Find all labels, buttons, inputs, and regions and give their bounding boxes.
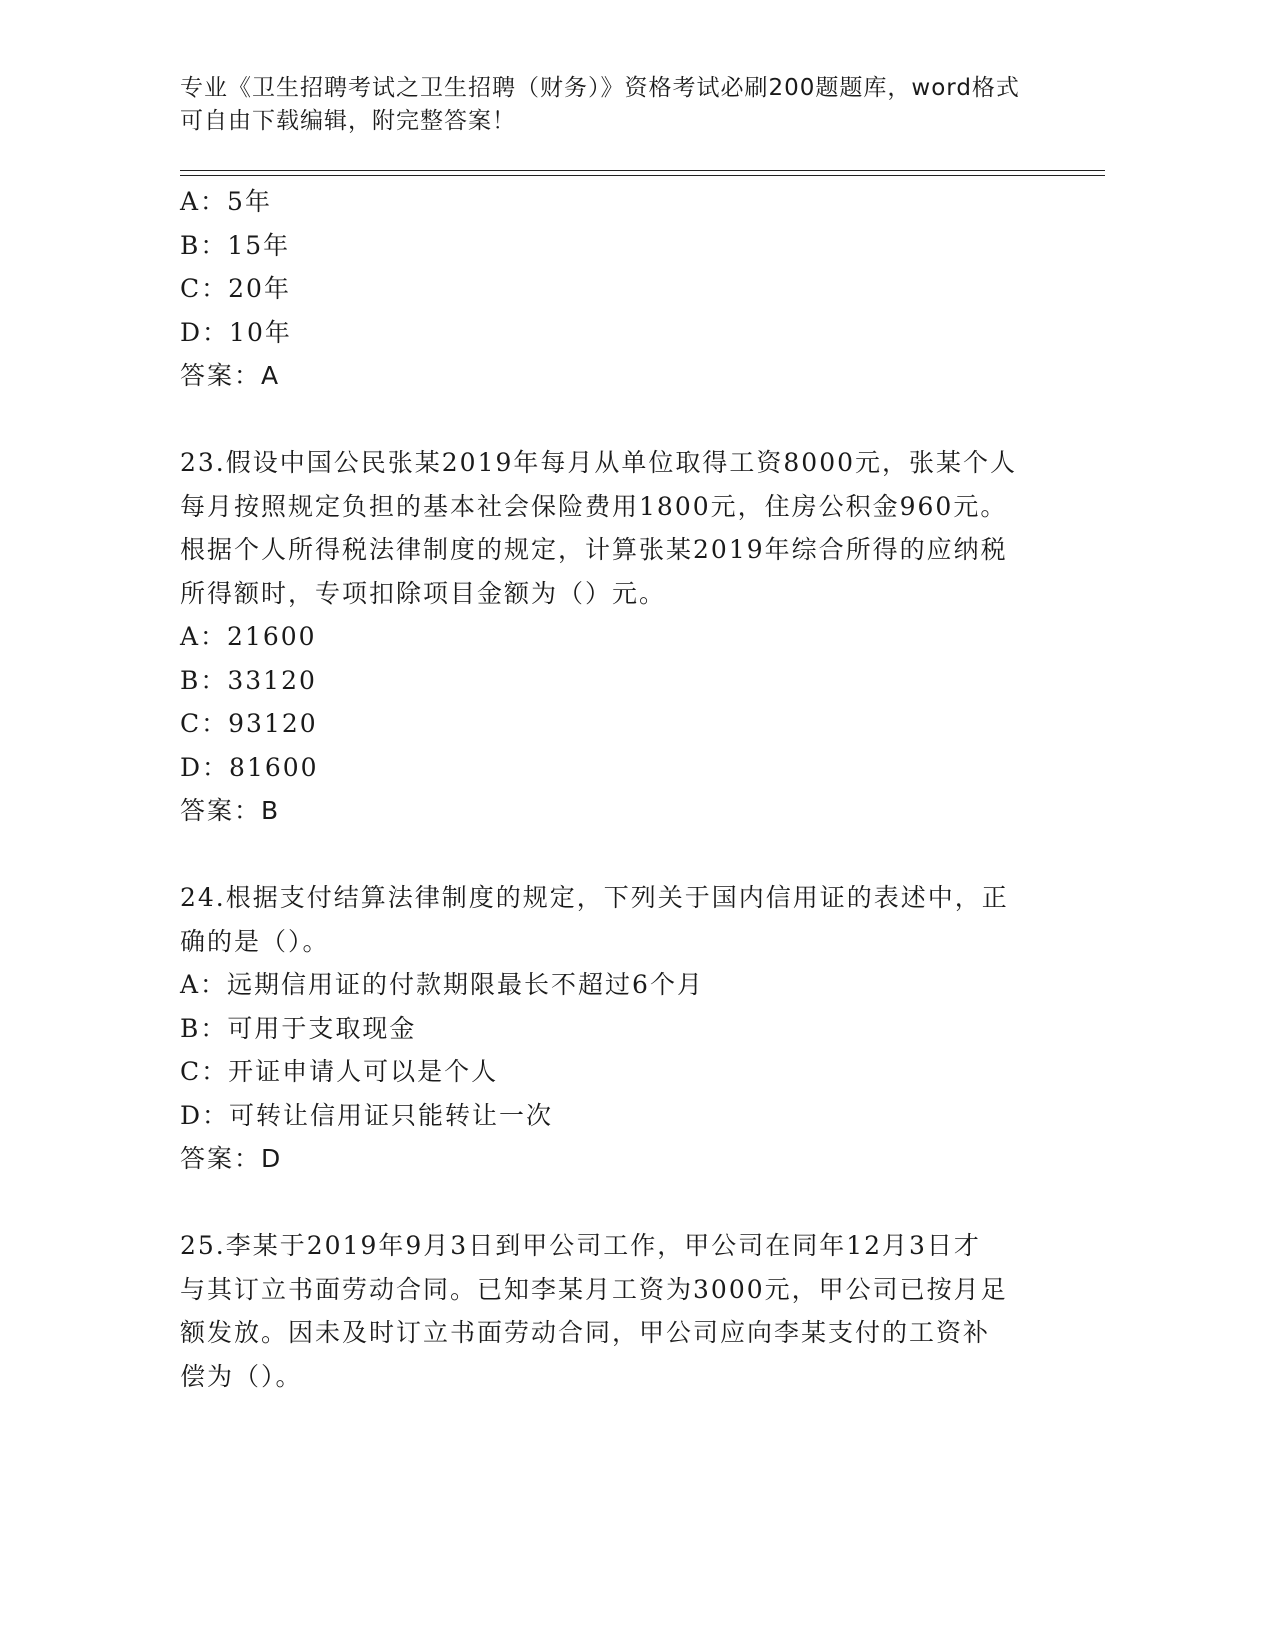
option-c: C：93120 (180, 709, 318, 738)
document-header (180, 72, 1080, 138)
question-text-line: 根据个人所得税法律制度的规定，计算张某2019年综合所得的应纳税 (180, 535, 1008, 564)
option-b: B：33120 (180, 665, 317, 695)
question-text-line: 25.李某于2019年9月3日到甲公司工作，甲公司在同年12月3日才 (180, 1231, 981, 1260)
question-text-line: 所得额时，专项扣除项目金额为（）元。 (180, 578, 667, 608)
spacer (180, 1181, 1040, 1225)
option-a: A：5年 (180, 187, 272, 216)
option-c: C：20年 (180, 274, 291, 303)
option-c: C：开证申请人可以是个人 (180, 1057, 499, 1086)
spacer (180, 833, 1040, 877)
question-text-line: 24.根据支付结算法律制度的规定，下列关于国内信用证的表述中，正 (180, 883, 1009, 912)
option-b: B：15年 (180, 230, 291, 260)
option-d: D：10年 (180, 317, 292, 347)
question-text-line: 每月按照规定负担的基本社会保险费用1800元，住房公积金960元。 (180, 491, 1008, 521)
option-b: B：可用于支取现金 (180, 1013, 417, 1043)
option-d: D：可转让信用证只能转让一次 (180, 1100, 554, 1130)
question-22 (180, 180, 1040, 398)
question-text-line: 额发放。因未及时订立书面劳动合同，甲公司应向李某支付的工资补 (180, 1318, 991, 1347)
option-d: D：81600 (180, 752, 319, 782)
spacer (180, 398, 1040, 442)
header-line-1: 专业《卫生招聘考试之卫生招聘（财务）》资格考试必刷200题题库，word格式 (180, 75, 1020, 101)
header-line-2: 可自由下载编辑，附完整答案！ (180, 108, 516, 134)
question-text-line: 23.假设中国公民张某2019年每月从单位取得工资8000元，张某个人 (180, 448, 1018, 477)
question-23 (180, 441, 1040, 833)
question-text-line: 确的是（）。 (180, 926, 330, 956)
header-rule-bottom (180, 175, 1105, 176)
question-text-line: 偿为（）。 (180, 1361, 303, 1391)
answer: 答案：A (180, 361, 281, 390)
option-a: A：21600 (180, 622, 317, 651)
header-rule-top (180, 170, 1105, 171)
option-a: A：远期信用证的付款期限最长不超过6个月 (180, 970, 704, 999)
question-text-line: 与其订立书面劳动合同。已知李某月工资为3000元，甲公司已按月足 (180, 1274, 1008, 1304)
answer: 答案：D (180, 1144, 283, 1173)
answer: 答案：B (180, 796, 281, 825)
question-24 (180, 876, 1040, 1181)
question-content (180, 180, 1040, 1398)
question-25 (180, 1224, 1040, 1398)
